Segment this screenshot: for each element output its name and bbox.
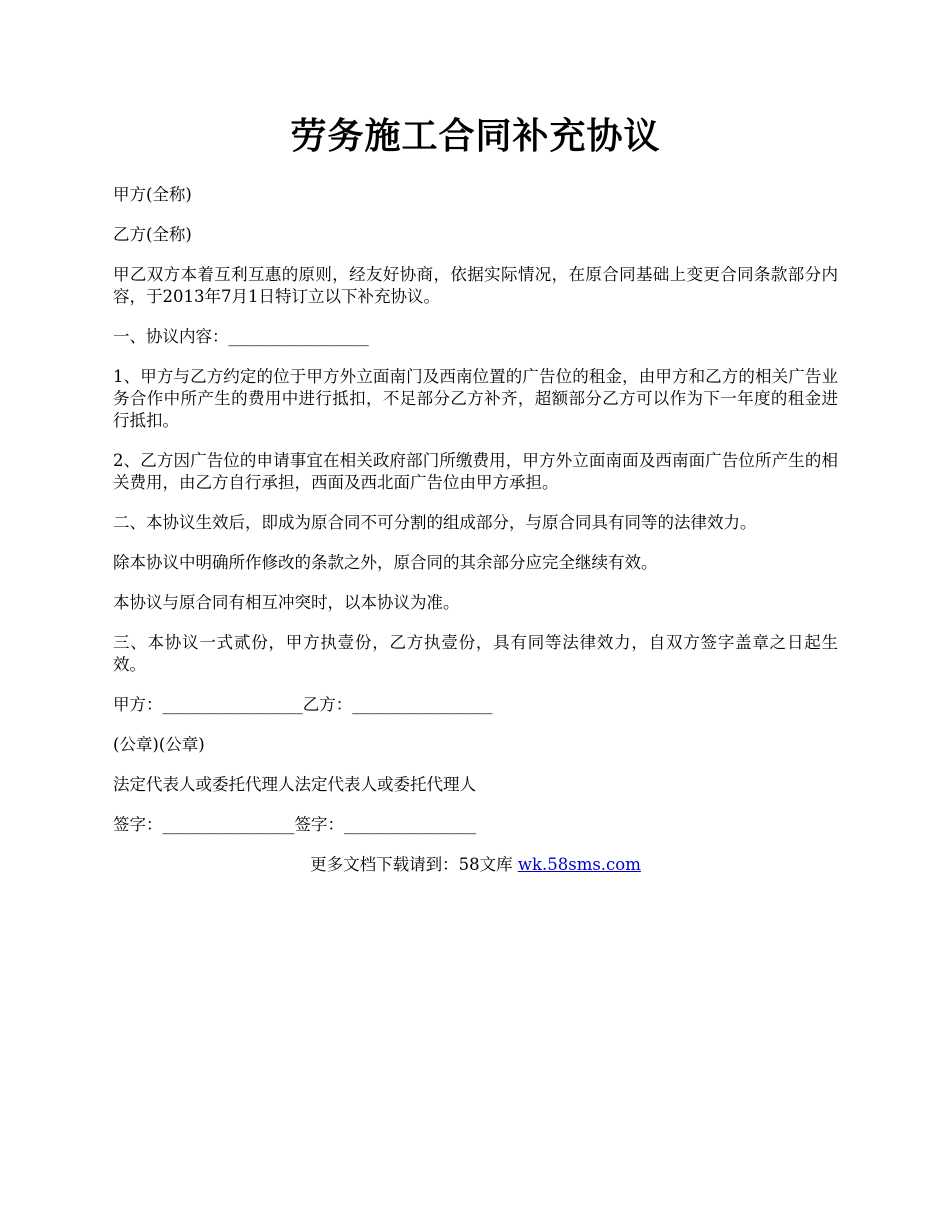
section-three-paragraph: 三、本协议一式贰份，甲方执壹份，乙方执壹份，具有同等法律效力，自双方签字盖章之日起生效。: [113, 633, 838, 674]
party-a-line: 甲方(全称): [113, 185, 192, 204]
signature-line: 签字：________________签字：________________: [113, 815, 476, 834]
section-one-heading: 一、协议内容：_________________: [113, 327, 369, 346]
footer-link[interactable]: wk.58sms.com: [517, 855, 641, 874]
seal-line: (公章)(公章): [113, 735, 205, 754]
representative-line: 法定代表人或委托代理人法定代表人或委托代理人: [113, 775, 476, 794]
parties-signature-line: 甲方：_________________乙方：_________________: [113, 695, 493, 714]
remaining-terms-paragraph: 除本协议中明确所作修改的条款之外，原合同的其余部分应完全继续有效。: [113, 553, 658, 572]
clause-1-paragraph: 1、甲方与乙方约定的位于甲方外立面南门及西南位置的广告位的租金，由甲方和乙方的相关广告业务合作中所产生的费用中进行抵扣，不足部分乙方补齐，超额部分乙方可以作为下一年度的租金进行抵扣。: [113, 367, 838, 430]
conflict-paragraph: 本协议与原合同有相互冲突时，以本协议为准。: [113, 593, 460, 612]
section-two-paragraph: 二、本协议生效后，即成为原合同不可分割的组成部分，与原合同具有同等的法律效力。: [113, 513, 757, 532]
footer-prefix-text: 更多文档下载请到：58文库: [310, 855, 518, 874]
preamble-paragraph: 甲乙双方本着互利互惠的原则，经友好协商，依据实际情况，在原合同基础上变更合同条款部分内容，于2013年7月1日特订立以下补充协议。: [113, 265, 838, 306]
clause-2-paragraph: 2、乙方因广告位的申请事宜在相关政府部门所缴费用，甲方外立面南面及西南面广告位所产生的相关费用，由乙方自行承担，西面及西北面广告位由甲方承担。: [113, 451, 838, 492]
footer-download-note: [113, 854, 838, 876]
party-b-line: 乙方(全称): [113, 225, 192, 244]
document-title: 劳务施工合同补充协议: [290, 115, 661, 157]
